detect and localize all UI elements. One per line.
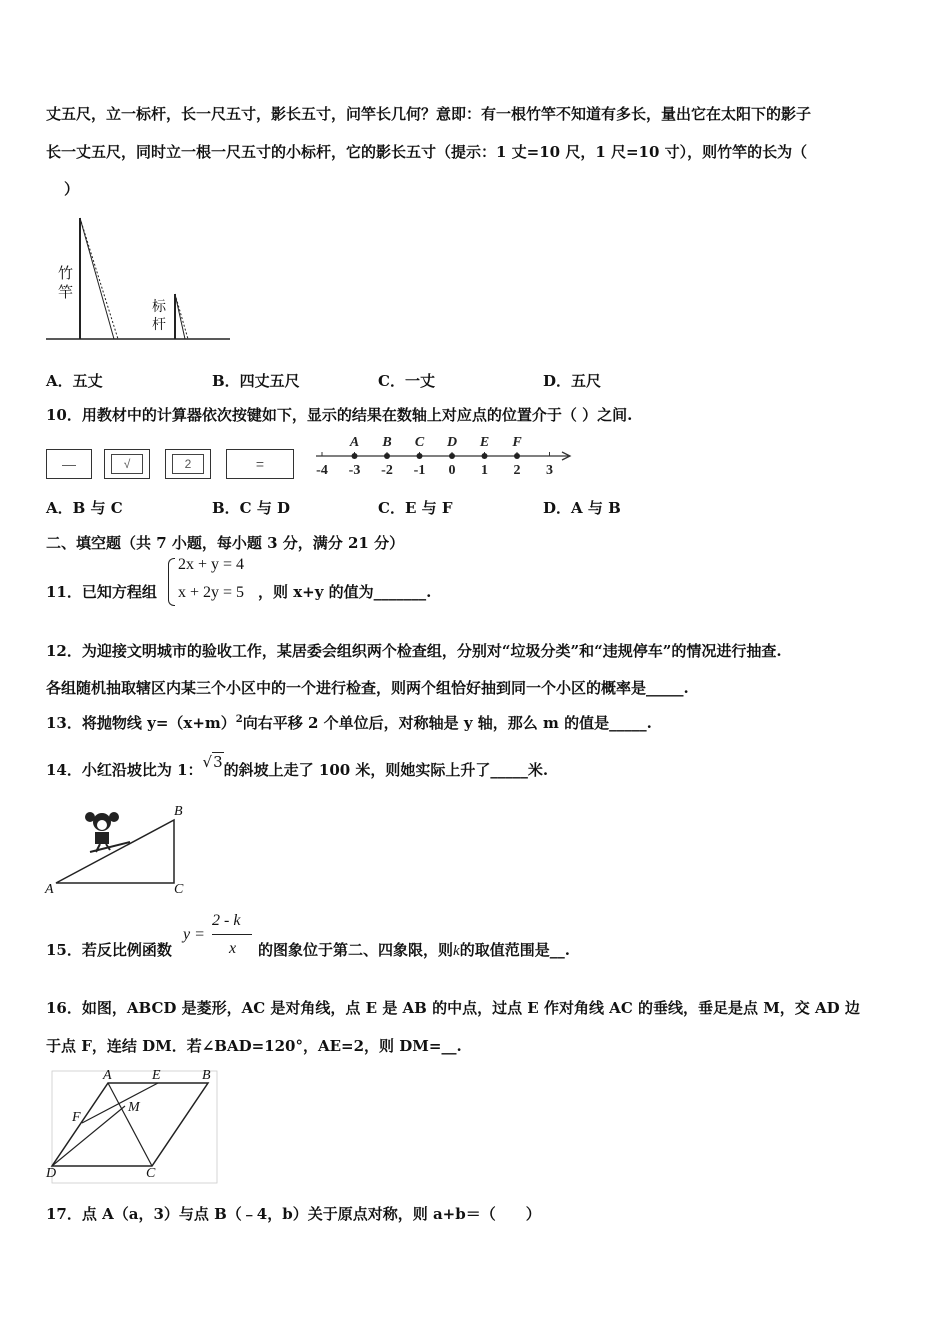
q11-suffix: ，则 x+y 的值为_______. [258,583,432,601]
q14-sqrt-value: 3 [213,753,223,771]
q14-figure [40,800,190,900]
q16-figure [40,1068,225,1186]
tick-label: 3 [546,463,553,478]
point-dot [482,453,488,459]
q16-label-d: D [46,1166,57,1181]
q16-label-c: C [146,1166,156,1181]
q10-option-c[interactable]: C．E 与 F [378,499,453,517]
q14-label-c: C [174,882,184,897]
q14-text [46,753,549,780]
point-dot [352,453,358,459]
q17-text: 17．点 A（a，3）与点 B（﹣4，b）关于原点对称，则 a+b＝（ ） [46,1205,541,1223]
q11-eq1: 2x + y = 4 [178,556,245,573]
q12-text-line1: 12．为迎接文明城市的验收工作，某居委会组织两个检查组，分别对“垃圾分类”和“违规停车”的情况进行抽查. [46,642,782,660]
q15-part2 [258,939,570,960]
point-label: D [446,435,458,450]
q15-part1: 15．若反比例函数 [46,941,172,959]
q13-exponent: 2 [235,714,243,725]
sqrt-icon: √ [202,753,213,771]
q16-text-line2: 于点 F，连结 DM．若∠BAD=120°，AE=2，则 DM=__. [46,1037,462,1055]
q10-number-line [308,430,578,480]
q9-text-line2: 长一丈五尺，同时立一根一尺五寸的小标杆，它的影长五寸（提示：1 丈=10 尺，1 尺=10 寸），则竹竿的长为（ [46,143,808,161]
tick-label: -3 [348,463,361,478]
q16-label-e: E [152,1068,161,1083]
q16-label-m: M [128,1100,140,1115]
key-equals-label: = [255,456,265,472]
section-heading-fill-blank: 二、填空题（共 7 小题，每小题 3 分，满分 21 分） [46,534,405,552]
q15-part3: 的取值范围是__. [459,941,570,959]
q16-label-a: A [103,1068,112,1083]
key-sqrt [104,449,150,479]
q16-text-line1: 16．如图，ABCD 是菱形，AC 是对角线，点 E 是 AB 的中点，过点 E 作对角线 AC 的垂线，垂足是点 M，交 AD 边 [46,999,860,1017]
q15-part2-text: 的图象位于第二、四象限，则 [258,941,454,959]
q10-option-d[interactable]: D．A 与 B [543,499,621,517]
q10-option-a[interactable]: A．B 与 C [46,499,123,517]
point-dot [417,453,423,459]
point-label: B [382,435,392,450]
point-label: A [349,435,360,450]
q16-label-f: F [72,1110,81,1125]
fraction-bar [212,934,252,935]
girl-icon [85,812,130,852]
tick-label: 2 [513,463,521,478]
q15-numerator: 2 - k [212,912,241,929]
key-two-label: 2 [172,454,204,474]
key-two [165,449,211,479]
q9-text-line3: ） [64,180,80,198]
q11-eq2: x + 2y = 5 [178,584,245,601]
tick-label: 0 [448,463,456,478]
q13-part1: 13．将抛物线 y=（x+m） [46,714,236,732]
q13-text [46,712,652,733]
key-equals [226,449,294,479]
q15-var: k [453,943,460,959]
q14-part1: 14．小红沿坡比为 1： [46,761,203,779]
brace-icon [168,558,175,606]
q10-option-b[interactable]: B．C 与 D [212,499,291,517]
q13-part2: 向右平移 2 个单位后，对称轴是 y 轴，那么 m 的值是_____. [242,714,652,732]
q15-lhs: y = [183,926,205,943]
point-label: C [414,435,425,450]
q12-text-line2: 各组随机抽取辖区内某三个小区中的一个进行检查，则两个组恰好抽到同一个小区的概率是_____. [46,679,689,697]
tick-label: 1 [481,463,488,478]
q9-option-a[interactable]: A．五丈 [46,372,103,390]
tick-label: -1 [413,463,426,478]
key-minus-label: — [62,456,76,472]
q9-text-line1: 丈五尺，立一标杆，长一尺五寸，影长五寸，问竿长几何？意即：有一根竹竿不知道有多长，量出它在太阳下的影子 [46,105,812,123]
q9-option-b[interactable]: B．四丈五尺 [212,372,300,390]
point-label: E [479,435,490,450]
point-dot [514,453,520,459]
q10-text: 10．用教材中的计算器依次按键如下，显示的结果在数轴上对应点的位置介于（ ）之间. [46,406,633,424]
key-minus [46,449,92,479]
point-dot [384,453,390,459]
q9-pole-label: 竹竿 [58,264,74,301]
q9-option-d[interactable]: D．五尺 [543,372,602,390]
q14-label-a: A [45,882,54,897]
q14-part2: 的斜坡上走了 100 米，则她实际上升了_____米. [223,761,549,779]
q9-rod-label: 标杆 [152,299,166,333]
q11-prefix: 11．已知方程组 [46,583,157,601]
point-dot [449,453,455,459]
sqrt-icon: √ [111,454,143,474]
q16-label-b: B [202,1068,211,1083]
q15-denominator: x [229,940,237,957]
tick-label: -4 [316,463,328,478]
tick-label: -2 [381,463,393,478]
q9-option-c[interactable]: C．一丈 [378,372,435,390]
point-label: F [512,435,522,450]
q14-label-b: B [174,804,183,819]
